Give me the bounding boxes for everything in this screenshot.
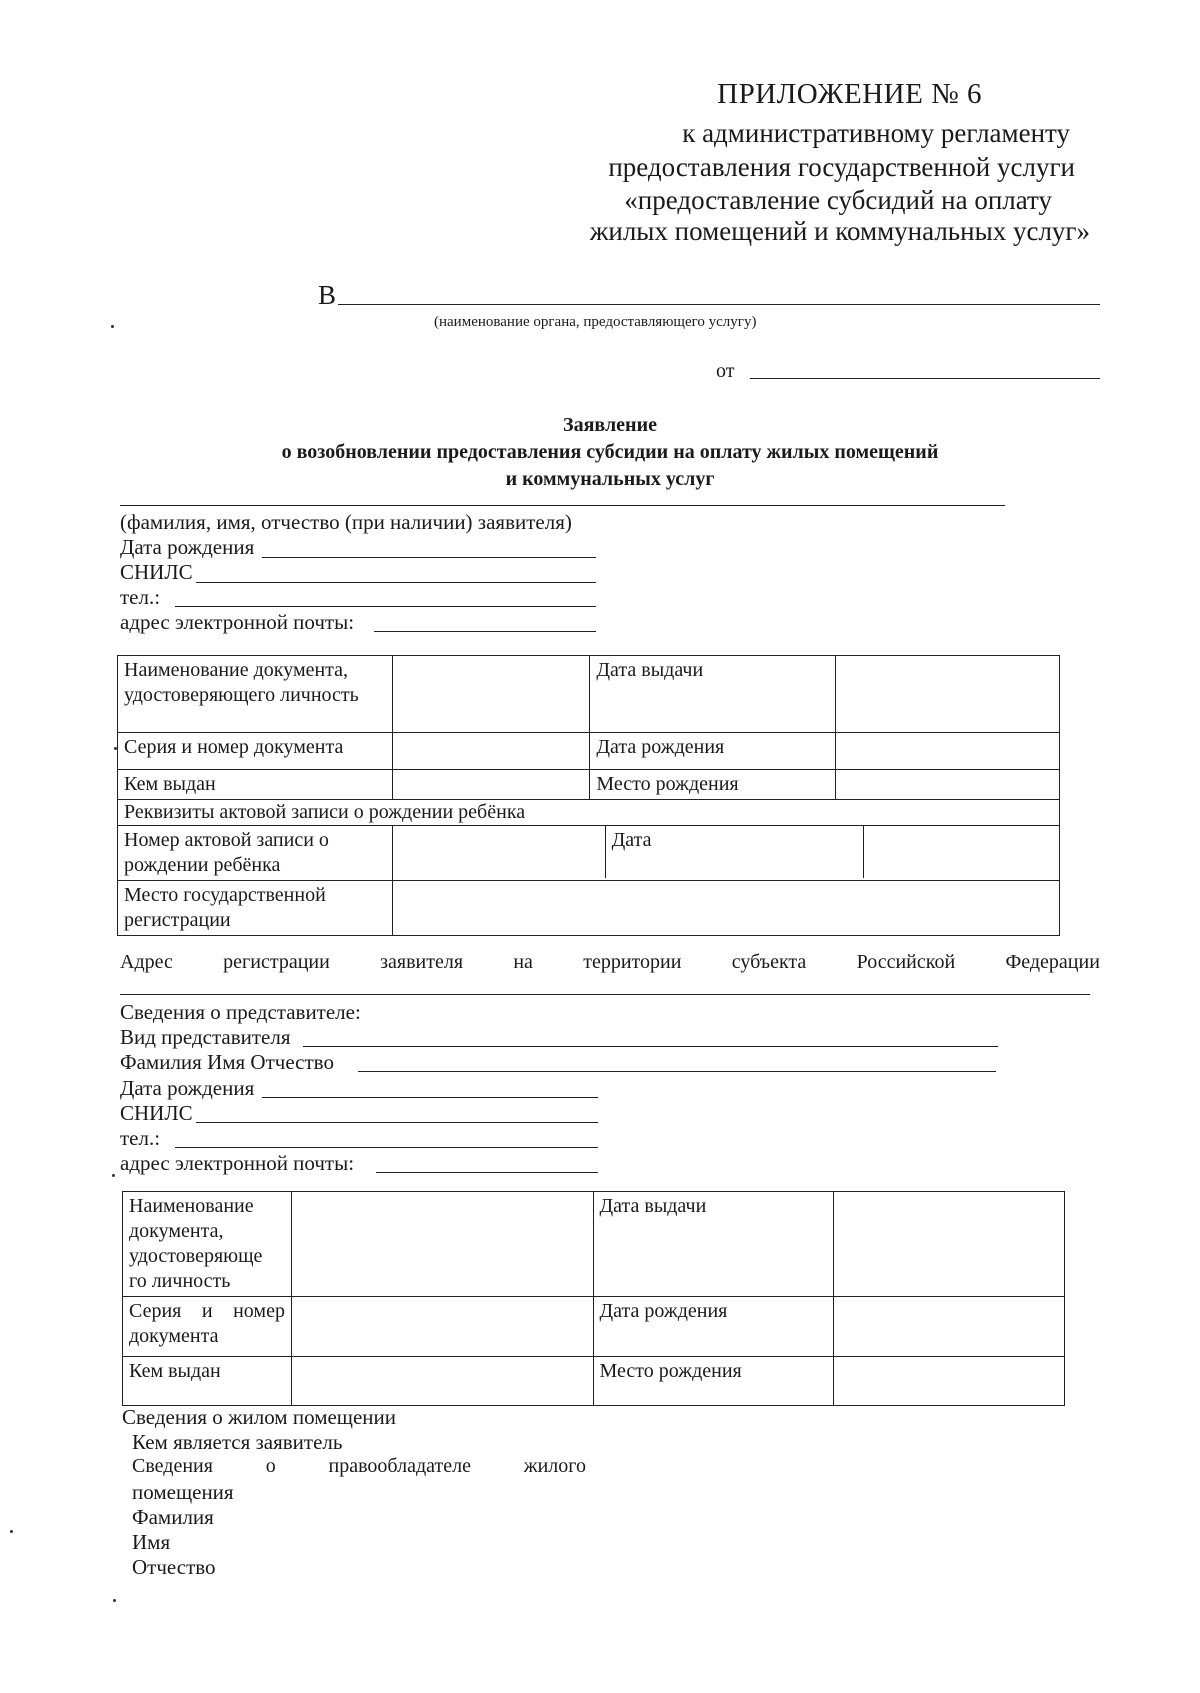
rep-issued-by-label: Кем выдан — [123, 1357, 292, 1406]
applicant-document-table — [117, 655, 1060, 936]
housing-owner-label — [132, 1455, 586, 1478]
registration-word: субъекта — [731, 951, 807, 973]
rep-issue-date-label: Дата выдачи — [593, 1192, 834, 1297]
statement-title-line-3: и коммунальных услуг — [505, 468, 715, 490]
issue-date-label: Дата выдачи — [590, 656, 836, 733]
applicant-snils-label: СНИЛС — [120, 560, 193, 584]
registration-word: на — [513, 951, 533, 973]
series-number-label: Серия и номер документа — [118, 733, 393, 770]
appendix-title: ПРИЛОЖЕНИЕ № 6 — [717, 78, 982, 110]
applicant-email-field[interactable] — [374, 631, 596, 632]
table-row — [123, 1192, 1065, 1297]
applicant-name-field[interactable] — [120, 505, 1005, 506]
birth-place-field[interactable] — [836, 770, 1060, 800]
representative-birth-date-field[interactable] — [262, 1097, 598, 1098]
owner-word: Сведения — [132, 1455, 213, 1477]
from-field[interactable] — [750, 378, 1100, 379]
table-row — [118, 881, 1060, 936]
representative-phone-field[interactable] — [175, 1147, 598, 1148]
applicant-birth-date-label: Дата рождения — [120, 535, 255, 559]
statement-title-line-2: о возобновлении предоставления субсидии на оплату жилых помещений — [281, 441, 939, 463]
rep-doc-name-label: Наименование документа, удостоверяюще го личность — [123, 1192, 292, 1297]
representative-heading: Сведения о представителе: — [120, 1000, 361, 1024]
scan-speck — [112, 1174, 115, 1177]
owner-word: о — [265, 1455, 276, 1477]
representative-name-field[interactable] — [358, 1071, 996, 1072]
housing-surname-label: Фамилия — [132, 1505, 214, 1529]
rep-birth-place-field[interactable] — [834, 1357, 1065, 1406]
registration-word: Федерации — [1005, 951, 1100, 973]
authority-name-caption: (наименование органа, предоставляющего услугу) — [434, 314, 757, 330]
registration-place-label: Место государственной регистрации — [118, 881, 393, 936]
scan-speck — [114, 747, 117, 750]
registration-word: территории — [583, 951, 682, 973]
from-prefix: от — [716, 360, 735, 382]
table-row — [118, 826, 1060, 881]
rep-birth-date-label: Дата рождения — [593, 1297, 834, 1357]
registration-word: Российской — [856, 951, 956, 973]
representative-kind-field[interactable] — [303, 1046, 998, 1047]
to-prefix: В — [318, 280, 337, 310]
table-row — [118, 800, 1060, 826]
record-date-field[interactable] — [864, 826, 1059, 878]
representative-kind-label: Вид представителя — [120, 1025, 291, 1049]
representative-email-field[interactable] — [376, 1172, 598, 1173]
registration-word: заявителя — [380, 951, 464, 973]
table-row — [118, 733, 1060, 770]
record-date-label: Дата — [606, 826, 864, 878]
record-number-label: Номер актовой записи о рождении ребёнка — [118, 826, 393, 881]
table-row — [118, 770, 1060, 800]
scan-speck — [10, 1530, 13, 1533]
registration-word: регистрации — [223, 951, 330, 973]
issued-by-label: Кем выдан — [118, 770, 393, 800]
rep-series-number-field[interactable] — [291, 1297, 593, 1357]
birth-place-label: Место рождения — [590, 770, 836, 800]
issue-date-field[interactable] — [836, 656, 1060, 733]
rep-birth-date-field[interactable] — [834, 1297, 1065, 1357]
record-number-field[interactable] — [393, 826, 606, 878]
scan-speck — [111, 325, 114, 328]
representative-birth-date-label: Дата рождения — [120, 1076, 255, 1100]
housing-heading: Сведения о жилом помещении — [122, 1405, 397, 1429]
applicant-snils-field[interactable] — [196, 582, 596, 583]
registration-word: Адрес — [120, 951, 173, 973]
record-number-group — [392, 826, 1059, 881]
statement-title-line-1: Заявление — [563, 414, 657, 436]
authority-name-field[interactable] — [338, 304, 1100, 305]
representative-document-table — [122, 1191, 1065, 1406]
owner-word: жилого — [523, 1455, 586, 1477]
representative-email-label: адрес электронной почты: — [120, 1151, 355, 1175]
applicant-email-label: адрес электронной почты: — [120, 610, 355, 634]
table-row — [123, 1297, 1065, 1357]
housing-who-label: Кем является заявитель — [132, 1430, 343, 1454]
doc-name-field[interactable] — [392, 656, 590, 733]
appendix-subtitle-line-2: предоставления государственной услуги — [608, 152, 1075, 182]
applicant-phone-label: тел.: — [120, 585, 161, 609]
owner-word: правообладателе — [328, 1455, 471, 1477]
statement-title — [120, 412, 1100, 493]
representative-phone-label: тел.: — [120, 1126, 161, 1150]
table-row — [118, 656, 1060, 733]
registration-address-label — [120, 951, 1100, 974]
applicant-phone-field[interactable] — [175, 606, 596, 607]
representative-name-label: Фамилия Имя Отчество — [120, 1050, 334, 1074]
housing-owner-label-cont: помещения — [132, 1480, 234, 1504]
appendix-subtitle-line-4: жилых помещений и коммунальных услуг» — [589, 216, 1090, 246]
rep-issued-by-field[interactable] — [291, 1357, 593, 1406]
applicant-birth-date-field[interactable] — [262, 557, 596, 558]
rep-issue-date-field[interactable] — [834, 1192, 1065, 1297]
series-number-field[interactable] — [392, 733, 590, 770]
applicant-name-caption: (фамилия, имя, отчество (при наличии) заявителя) — [120, 510, 572, 534]
appendix-subtitle-line-3: «предоставление субсидий на оплату — [624, 185, 1052, 215]
rep-doc-name-field[interactable] — [291, 1192, 593, 1297]
birth-date-field[interactable] — [836, 733, 1060, 770]
registration-address-field[interactable] — [120, 994, 1090, 995]
representative-snils-field[interactable] — [196, 1122, 598, 1123]
appendix-subtitle-line-1: к административному регламенту — [682, 118, 1070, 148]
rep-series-number-label: Серия и номер документа — [123, 1297, 292, 1357]
scan-speck — [113, 1599, 116, 1602]
housing-first-name-label: Имя — [132, 1530, 171, 1554]
doc-name-label: Наименование документа, удостоверяющего личность — [118, 656, 393, 733]
rep-birth-place-label: Место рождения — [593, 1357, 834, 1406]
issued-by-field[interactable] — [392, 770, 590, 800]
birth-date-label: Дата рождения — [590, 733, 836, 770]
birth-record-header: Реквизиты актовой записи о рождении ребёнка — [118, 800, 1060, 826]
registration-place-field[interactable] — [392, 881, 1059, 936]
housing-patronymic-label: Отчество — [132, 1555, 216, 1579]
representative-snils-label: СНИЛС — [120, 1101, 193, 1125]
table-row — [123, 1357, 1065, 1406]
